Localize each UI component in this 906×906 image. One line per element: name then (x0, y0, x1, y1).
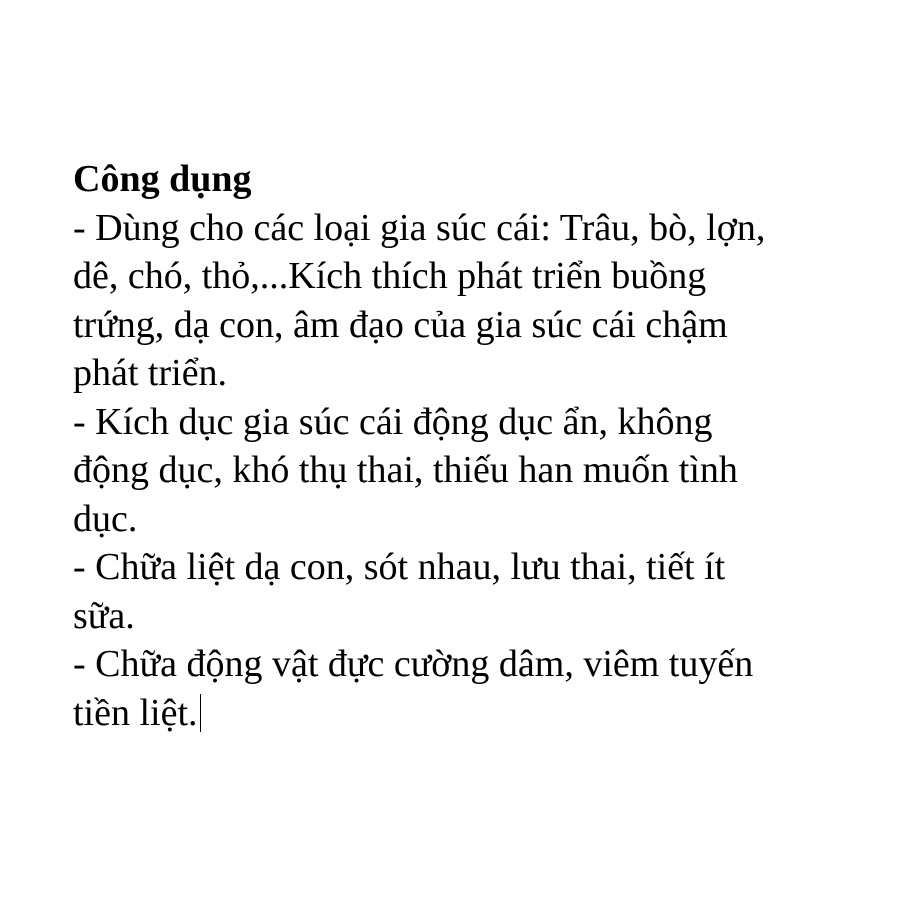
text-line: động dục, khó thụ thai, thiếu han muốn tình (73, 449, 738, 491)
text-line: dục. (73, 497, 138, 540)
text-line: - Chữa liệt dạ con, sót nhau, lưu thai, tiết ít (73, 546, 726, 588)
text-line: phát triển. (73, 352, 228, 394)
document-body[interactable] (73, 155, 873, 737)
text-line: - Chữa động vật đực cường dâm, viêm tuyến (73, 643, 754, 685)
document-heading: Công dụng (73, 158, 252, 200)
text-line-last (73, 689, 873, 738)
text-line-last-content: tiền liệt. (73, 691, 198, 734)
text-cursor (200, 694, 201, 732)
text-line: dê, chó, thỏ,...Kích thích phát triển buồng (73, 255, 707, 297)
text-line: trứng, dạ con, âm đạo của gia súc cái chậm (73, 303, 728, 346)
text-line: - Dùng cho các loại gia súc cái: Trâu, bò, lợn, (73, 206, 766, 249)
text-line: - Kích dục gia súc cái động dục ẩn, không (73, 400, 713, 443)
text-line: sữa. (73, 594, 135, 637)
